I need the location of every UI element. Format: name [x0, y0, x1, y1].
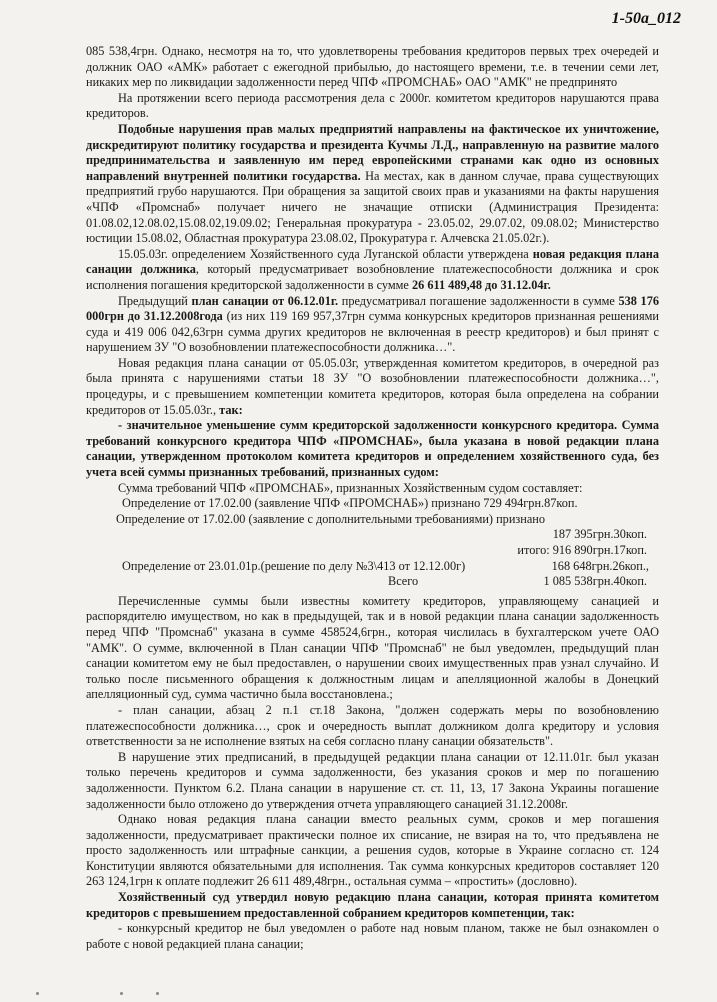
- document-body: [86, 44, 659, 952]
- paragraph-4: [86, 247, 659, 294]
- paragraph-8: Перечисленные суммы были известны комитету кредиторов, управляющему санацией и распорядителю имуществом, но как в предыдущей, так и в новой редакции плана санации задолженность перед ЧПФ "Промснаб" указана в сумме 458524,6грн., которая числилась в бухгалтерском учете ОАО "АМК". О сумме, включенной в План санации ЧПФ "Промснаб" не был уведомлен, предыдущий план санации комитетом ему не был предоставлен, о нарушении своих имущественных прав узнал случайно. И только после письменного обращения к должностным лицам и апелляционной жалобы в Донецкий апелляционный суд, сумма частично была восстановлена.;: [86, 593, 659, 702]
- scan-speck: [120, 992, 123, 995]
- claims-line-2-amount: 187 395грн.30коп.: [552, 527, 647, 542]
- paragraph-4-c: , который предусматривает возобновление платежеспособности должника и срок исполнения погашения кредиторской задолженности в сумме: [86, 262, 660, 292]
- paragraph-10: В нарушение этих предписаний, в предыдущей редакции плана санации от 12.11.01г. был указан только перечень кредиторов и сумма задолженности, без указания сроков и мер по погашению задолженности. Пунктом 6.2. Плана санации в нарушение ст. ст. 11, 13, 17 Закона Украины погашение задолженности было отложено до утверждения отчета управляющего санацией 31.12.2008г.: [86, 749, 659, 811]
- paragraph-11: Однако новая редакция плана санации вместо реальных сумм, сроков и мер погашения задолженности, предусматривает практически полное их списание, не взирая на то, что предъявлена не просто задолженность или штрафные санкции, а решения судов, которые в Украине согласно ст. 124 Конституции являются обязательными для исполнения. Так сумма конкурсных кредиторов составляет 120 263 124,1грн к оплате подлежит 26 611 489,48грн., остальная сумма – «простить» (дословно).: [86, 812, 659, 889]
- claims-line-1: Определение от 17.02.00 (заявление ЧПФ «ПРОМСНАБ») признано 729 494грн.87коп.: [122, 496, 578, 511]
- paragraph-13: - конкурсный кредитор не был уведомлен о работе над новым планом, также не был ознакомлен о работе с новой редакцией плана санации;: [86, 921, 659, 951]
- paragraph-9: - план санации, абзац 2 п.1 ст.18 Закона, "должен содержать меры по возобновлению платежеспособности должника…, срок и очередность выплат должником долга кредитору и условия ответственности за не исполнение взятых на себя согласно плану санации обязательств".: [86, 702, 659, 749]
- paragraph-6-b: так:: [219, 402, 243, 417]
- paragraph-4-b: новая редакция плана санации должника: [86, 246, 659, 277]
- claims-line-2: Определение от 17.02.00 (заявление с дополнительными требованиями) признано: [116, 511, 546, 526]
- claims-total-amount: 1 085 538грн.40коп.: [543, 574, 647, 589]
- claims-line-3: [86, 559, 659, 575]
- paragraph-2: На протяжении всего периода рассмотрения дела с 2000г. комитетом кредиторов нарушаются права кредиторов.: [86, 90, 659, 121]
- paragraph-5: [86, 294, 659, 356]
- paragraph-3-bold: Подобные нарушения прав малых предприятий направлены на фактическое их уничтожение, дискредитируют политику государства и президента Кучмы Л.Д., направленную на развитие малого предпринимательства и заявленную им перед европейскими странами как одно из основных направлений внутренней политики государства.: [86, 121, 659, 183]
- claims-line-3-amount: 168 648грн.26коп.,: [551, 558, 649, 573]
- scan-speck: [36, 992, 39, 995]
- paragraph-5-e: (из них 119 169 957,37грн сумма конкурсных кредиторов признанная решениями суда и 419 006 042,63грн сумма других кредиторов не включенная в реестр кредиторов) и был принят с нарушением ЗУ "О возобновлении платежеспособности должника…".: [86, 309, 659, 355]
- claims-line-3-text: Определение от 23.01.01р.(решение по делу №3\413 от 12.12.00г): [122, 558, 466, 573]
- claims-total: [86, 574, 659, 590]
- paragraph-4-d: 26 611 489,48 до 31.12.04г.: [411, 277, 551, 292]
- paragraph-5-d: 538 176 000грн до 31.12.2008года: [86, 293, 659, 324]
- paragraph-5-b: план санации от 06.12.01г.: [191, 293, 339, 308]
- claims-subtotal: итого: 916 890грн.17коп.: [517, 543, 647, 557]
- paragraph-6: [86, 356, 659, 418]
- paragraph-6-a: Новая редакция плана санации от 05.05.03г, утвержденная комитетом кредиторов, в очередной раз была принята с нарушениями статьи 18 ЗУ "О возобновлении платежеспособности должника…", процедуры, и с превышением компетенции комитета кредиторов, которая была определена на собрании кредиторов от 15.05.03г.,: [86, 355, 659, 417]
- paragraph-5-c: предусматривал погашение задолженности в сумме: [338, 293, 619, 308]
- claims-total-label: Всего: [388, 574, 419, 589]
- paragraph-4-a: 15.05.03г. определением Хозяйственного суда Луганской области утверждена: [118, 246, 533, 261]
- paragraph-5-a: Предыдущий: [118, 293, 192, 308]
- document-code: 1-50а_012: [611, 10, 681, 27]
- paragraph-12: Хозяйственный суд утвердил новую редакцию плана санации, которая принята комитетом кредиторов с превышением предоставленной собранием кредиторов компетенции, так:: [86, 890, 659, 920]
- paragraph-3: [86, 122, 659, 247]
- paragraph-7: - значительное уменьшение сумм кредиторской задолженности конкурсного кредитора. Сумма требований конкурсного кредитора ЧПФ «ПРОМСНАБ», была указана в новой редакции плана санации, утвержденном протоколом комитета кредиторов и определением хозяйственного суда, без учета всей суммы признанных требований, признанных судом:: [86, 418, 659, 480]
- paragraph-3-rest: На местах, как в данном случае, права существующих предприятий грубо нарушаются. При обращения за защитой своих прав и указаниями на факты нарушения «ЧПФ «Промснаб» получает ничего не значащие отписки (Администрация Президента: 01.08.02,12.08.02,15.08.02,19.09.02; Генеральная прокуратура - 23.05.02, 29.07.02, 09.08.02; Министерство юстиции 15.08.02, Областная прокуратура 23.08.02, Прокуратура г. Алчевска 21.05.02г.).: [86, 168, 659, 246]
- scan-speck: [156, 992, 159, 995]
- claims-intro: Сумма требований ЧПФ «ПРОМСНАБ», признанных Хозяйственным судом составляет:: [118, 480, 583, 495]
- paragraph-1: 085 538,4грн. Однако, несмотря на то, что удовлетворены требования кредиторов первых трех очередей и должник ОАО «АМК» работает с ежегодной прибылью, до настоящего времени, т.е. в течении семи лет, никаких мер по ликвидации задолженности перед ЧПФ «ПРОМСНАБ» ОАО "АМК" не предпринято: [86, 44, 659, 90]
